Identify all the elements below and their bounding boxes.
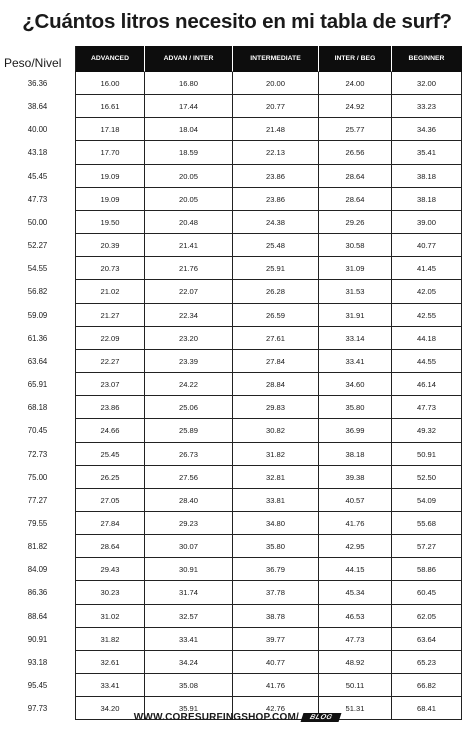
litros-cell: 65.23 — [392, 651, 462, 674]
litros-cell: 26.59 — [233, 304, 319, 327]
table-row — [0, 141, 474, 164]
litros-cell: 31.53 — [319, 280, 392, 303]
litros-cell: 31.02 — [75, 605, 145, 628]
litros-cell: 34.80 — [233, 512, 319, 535]
litros-cell: 40.77 — [392, 234, 462, 257]
table-row — [0, 605, 474, 628]
page-title: ¿Cuántos litros necesito en mi tabla de surf? — [22, 10, 452, 33]
litros-cell: 19.09 — [75, 165, 145, 188]
litros-cell: 20.00 — [233, 72, 319, 95]
peso-cell: 47.73 — [27, 194, 48, 204]
peso-cell: 38.64 — [27, 102, 48, 112]
table-row — [0, 327, 474, 350]
table-row — [0, 188, 474, 211]
litros-cell: 18.04 — [145, 118, 233, 141]
litros-cell: 20.48 — [145, 211, 233, 234]
table-row — [0, 118, 474, 141]
table-row — [0, 651, 474, 674]
table-row — [0, 211, 474, 234]
litros-cell: 30.82 — [233, 419, 319, 442]
litros-cell: 33.41 — [75, 674, 145, 697]
litros-cell: 66.82 — [392, 674, 462, 697]
litros-cell: 30.91 — [145, 558, 233, 581]
litros-cell: 68.41 — [392, 697, 462, 720]
litros-cell: 30.58 — [319, 234, 392, 257]
table-row — [0, 466, 474, 489]
litros-cell: 24.92 — [319, 95, 392, 118]
litros-cell: 42.95 — [319, 535, 392, 558]
litros-cell: 25.91 — [233, 257, 319, 280]
litros-cell: 31.82 — [75, 628, 145, 651]
litros-cell: 34.20 — [75, 697, 145, 720]
litros-cell: 28.84 — [233, 373, 319, 396]
litros-cell: 46.14 — [392, 373, 462, 396]
litros-cell: 42.55 — [392, 304, 462, 327]
litros-cell: 29.43 — [75, 558, 145, 581]
litros-cell: 40.57 — [319, 489, 392, 512]
litros-cell: 26.28 — [233, 280, 319, 303]
litros-cell: 38.18 — [392, 165, 462, 188]
litros-cell: 62.05 — [392, 605, 462, 628]
peso-cell: 93.18 — [27, 657, 48, 667]
litros-cell: 20.05 — [145, 188, 233, 211]
table-row — [0, 512, 474, 535]
peso-cell: 77.27 — [27, 495, 48, 505]
litros-cell: 21.27 — [75, 304, 145, 327]
litros-cell: 38.18 — [392, 188, 462, 211]
peso-cell: 70.45 — [27, 426, 48, 436]
litros-cell: 48.92 — [319, 651, 392, 674]
litros-cell: 47.73 — [319, 628, 392, 651]
litros-cell: 22.09 — [75, 327, 145, 350]
table-row — [0, 280, 474, 303]
litros-cell: 23.86 — [233, 188, 319, 211]
litros-cell: 25.06 — [145, 396, 233, 419]
litros-cell: 23.20 — [145, 327, 233, 350]
litros-cell: 28.64 — [319, 165, 392, 188]
peso-cell: 88.64 — [27, 611, 48, 621]
litros-cell: 46.53 — [319, 605, 392, 628]
litros-cell: 31.74 — [145, 581, 233, 604]
table-row — [0, 304, 474, 327]
litros-cell: 35.41 — [392, 141, 462, 164]
peso-cell: 84.09 — [27, 565, 48, 575]
peso-cell: 52.27 — [27, 241, 48, 251]
litros-cell: 17.18 — [75, 118, 145, 141]
litros-cell: 50.11 — [319, 674, 392, 697]
table-row — [0, 535, 474, 558]
litros-cell: 24.22 — [145, 373, 233, 396]
litros-cell: 27.05 — [75, 489, 145, 512]
peso-cell: 50.00 — [27, 217, 48, 227]
litros-table — [0, 46, 474, 720]
litros-cell: 27.84 — [75, 512, 145, 535]
peso-cell: 68.18 — [27, 403, 48, 413]
peso-cell: 61.36 — [27, 333, 48, 343]
litros-cell: 29.23 — [145, 512, 233, 535]
litros-cell: 38.78 — [233, 605, 319, 628]
table-row — [0, 581, 474, 604]
peso-cell: 40.00 — [27, 125, 48, 135]
peso-cell: 86.36 — [27, 588, 48, 598]
peso-cell: 90.91 — [27, 634, 48, 644]
litros-cell: 19.09 — [75, 188, 145, 211]
litros-cell: 37.78 — [233, 581, 319, 604]
table-row — [0, 72, 474, 95]
litros-cell: 16.61 — [75, 95, 145, 118]
column-header: INTER / BEG — [319, 46, 392, 72]
litros-cell: 23.86 — [233, 165, 319, 188]
litros-cell: 44.15 — [319, 558, 392, 581]
litros-cell: 22.07 — [145, 280, 233, 303]
litros-cell: 39.77 — [233, 628, 319, 651]
peso-cell: 95.45 — [27, 681, 48, 691]
litros-cell: 30.07 — [145, 535, 233, 558]
litros-cell: 16.80 — [145, 72, 233, 95]
litros-cell: 31.91 — [319, 304, 392, 327]
litros-cell: 18.59 — [145, 141, 233, 164]
footer-url[interactable]: WWW.CORESURFINGSHOP.COM/ — [133, 711, 299, 723]
litros-cell: 33.14 — [319, 327, 392, 350]
litros-cell: 25.77 — [319, 118, 392, 141]
litros-cell: 33.41 — [145, 628, 233, 651]
litros-cell: 44.55 — [392, 350, 462, 373]
litros-cell: 29.83 — [233, 396, 319, 419]
litros-cell: 44.18 — [392, 327, 462, 350]
litros-cell: 42.05 — [392, 280, 462, 303]
column-header: BEGINNER — [392, 46, 462, 72]
litros-cell: 27.56 — [145, 466, 233, 489]
litros-cell: 26.73 — [145, 443, 233, 466]
litros-cell: 30.23 — [75, 581, 145, 604]
litros-cell: 17.44 — [145, 95, 233, 118]
table-row — [0, 628, 474, 651]
litros-cell: 33.23 — [392, 95, 462, 118]
peso-cell: 79.55 — [27, 518, 48, 528]
litros-cell: 19.50 — [75, 211, 145, 234]
peso-cell: 36.36 — [27, 79, 48, 88]
peso-cell: 45.45 — [27, 171, 48, 181]
table-row — [0, 674, 474, 697]
litros-cell: 26.25 — [75, 466, 145, 489]
litros-cell: 34.24 — [145, 651, 233, 674]
litros-cell: 36.79 — [233, 558, 319, 581]
blog-badge[interactable] — [301, 713, 342, 722]
litros-cell: 31.82 — [233, 443, 319, 466]
litros-cell: 38.18 — [319, 443, 392, 466]
litros-cell: 40.77 — [233, 651, 319, 674]
peso-nivel-label: Peso/Nivel — [4, 56, 62, 70]
litros-cell: 36.99 — [319, 419, 392, 442]
litros-cell: 25.48 — [233, 234, 319, 257]
table-row — [0, 234, 474, 257]
litros-cell: 41.45 — [392, 257, 462, 280]
litros-cell: 17.70 — [75, 141, 145, 164]
table-row — [0, 350, 474, 373]
litros-cell: 35.91 — [145, 697, 233, 720]
table-row — [0, 165, 474, 188]
litros-cell: 55.68 — [392, 512, 462, 535]
litros-cell: 24.38 — [233, 211, 319, 234]
litros-cell: 20.05 — [145, 165, 233, 188]
litros-cell: 21.76 — [145, 257, 233, 280]
column-header: INTERMEDIATE — [233, 46, 319, 72]
litros-cell: 25.45 — [75, 443, 145, 466]
litros-cell: 32.00 — [392, 72, 462, 95]
table-row — [0, 257, 474, 280]
litros-cell: 21.48 — [233, 118, 319, 141]
litros-cell: 39.00 — [392, 211, 462, 234]
litros-cell: 51.31 — [319, 697, 392, 720]
peso-cell: 65.91 — [27, 380, 48, 390]
table-row — [0, 419, 474, 442]
litros-cell: 35.80 — [233, 535, 319, 558]
litros-cell: 16.00 — [75, 72, 145, 95]
litros-cell: 34.36 — [392, 118, 462, 141]
litros-cell: 35.08 — [145, 674, 233, 697]
litros-cell: 23.07 — [75, 373, 145, 396]
litros-cell: 39.38 — [319, 466, 392, 489]
litros-cell: 20.73 — [75, 257, 145, 280]
litros-cell: 26.56 — [319, 141, 392, 164]
peso-cell: 43.18 — [27, 148, 48, 158]
peso-cell: 97.73 — [27, 704, 48, 714]
litros-cell: 27.84 — [233, 350, 319, 373]
peso-cell: 63.64 — [27, 356, 48, 366]
peso-cell: 81.82 — [27, 542, 48, 552]
litros-cell: 22.13 — [233, 141, 319, 164]
table-row — [0, 443, 474, 466]
litros-cell: 32.61 — [75, 651, 145, 674]
table-row — [0, 558, 474, 581]
litros-cell: 33.81 — [233, 489, 319, 512]
peso-cell: 72.73 — [27, 449, 48, 459]
litros-cell: 42.76 — [233, 697, 319, 720]
footer — [0, 708, 474, 726]
litros-cell: 50.91 — [392, 443, 462, 466]
litros-cell: 28.64 — [319, 188, 392, 211]
column-header: ADVANCED — [75, 46, 145, 72]
litros-cell: 57.27 — [392, 535, 462, 558]
litros-cell: 27.61 — [233, 327, 319, 350]
table-row — [0, 489, 474, 512]
litros-cell: 41.76 — [233, 674, 319, 697]
litros-cell: 58.86 — [392, 558, 462, 581]
litros-cell: 63.64 — [392, 628, 462, 651]
peso-cell: 56.82 — [27, 287, 48, 297]
litros-cell: 54.09 — [392, 489, 462, 512]
litros-cell: 22.27 — [75, 350, 145, 373]
litros-cell: 28.64 — [75, 535, 145, 558]
litros-cell: 31.09 — [319, 257, 392, 280]
litros-cell: 47.73 — [392, 396, 462, 419]
litros-cell: 21.02 — [75, 280, 145, 303]
litros-cell: 28.40 — [145, 489, 233, 512]
litros-cell: 24.66 — [75, 419, 145, 442]
litros-cell: 24.00 — [319, 72, 392, 95]
peso-cell: 59.09 — [27, 310, 48, 320]
litros-cell: 41.76 — [319, 512, 392, 535]
litros-cell: 35.80 — [319, 396, 392, 419]
table-row — [0, 95, 474, 118]
peso-cell: 75.00 — [27, 472, 48, 482]
table-row — [0, 396, 474, 419]
litros-cell: 21.41 — [145, 234, 233, 257]
litros-cell: 22.34 — [145, 304, 233, 327]
litros-cell: 52.50 — [392, 466, 462, 489]
litros-cell: 29.26 — [319, 211, 392, 234]
peso-cell: 54.55 — [27, 264, 48, 274]
table-row — [0, 373, 474, 396]
litros-cell: 49.32 — [392, 419, 462, 442]
litros-cell: 20.39 — [75, 234, 145, 257]
litros-cell: 32.81 — [233, 466, 319, 489]
litros-cell: 60.45 — [392, 581, 462, 604]
litros-cell: 25.89 — [145, 419, 233, 442]
litros-cell: 23.39 — [145, 350, 233, 373]
litros-cell: 23.86 — [75, 396, 145, 419]
litros-cell: 33.41 — [319, 350, 392, 373]
blog-badge-label: BLOG — [308, 713, 334, 721]
litros-cell: 34.60 — [319, 373, 392, 396]
litros-cell: 20.77 — [233, 95, 319, 118]
litros-cell: 45.34 — [319, 581, 392, 604]
column-header: ADVAN / INTER — [145, 46, 233, 72]
litros-cell: 32.57 — [145, 605, 233, 628]
